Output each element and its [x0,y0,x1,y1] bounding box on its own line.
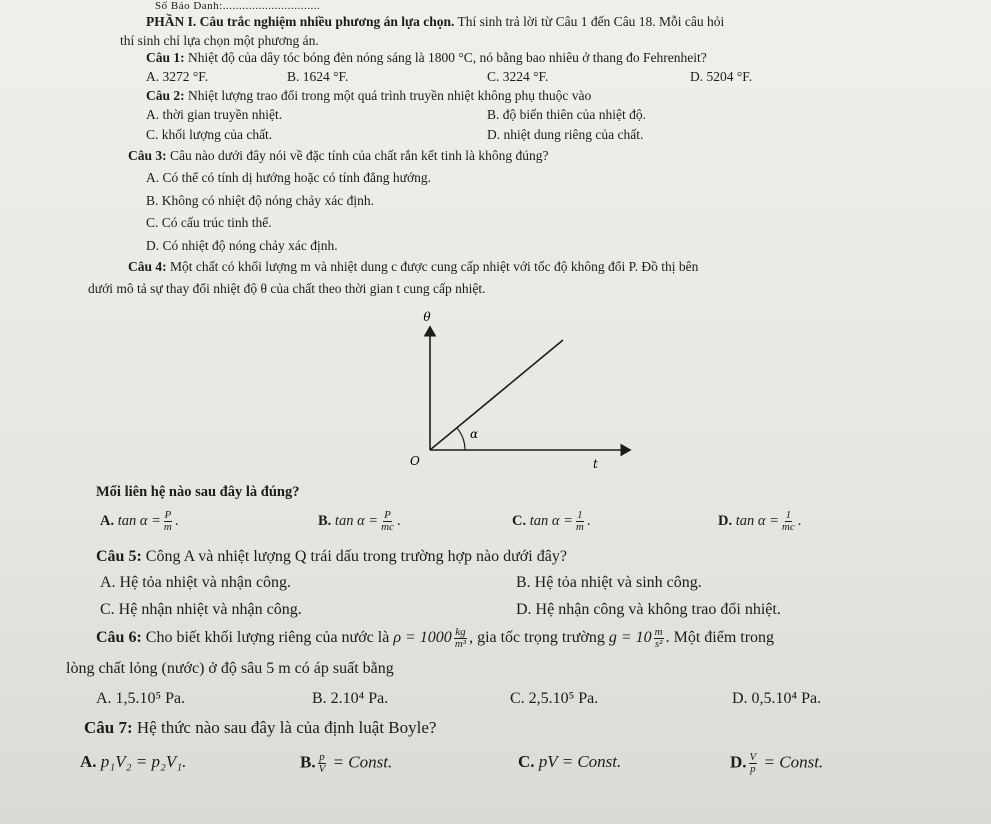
angle-label: α [470,427,479,441]
q4-option-c[interactable]: C. tan α = $\frac{1}{m}$ . [512,509,591,533]
section-title: PHẦN I. Câu trắc nghiệm nhiều phương án lựa chọn. [146,14,455,29]
section-instruction-2: thí sinh chỉ lựa chọn một phương án. [120,33,319,48]
q2-option-c[interactable]: C. khối lượng của chất. [146,127,273,142]
q2-option-b[interactable]: B. độ biến thiên của nhiệt độ. [487,107,646,122]
candidate-number-label: Số Báo Danh:.............................. [155,0,321,12]
question-4-stem-2: dưới mô tả sự thay đổi nhiệt độ θ của chất theo thời gian t cung cấp nhiệt. [88,281,486,296]
q7-option-a[interactable]: A. p₁V₂ = p₂V₁. [80,752,187,771]
q4-option-a[interactable]: A. tan α = $\frac{P}{m}$ . [100,509,179,533]
q5-option-c[interactable]: C. Hệ nhận nhiệt và nhận công. [100,601,302,618]
y-axis-label: θ [423,310,431,324]
q6-option-d[interactable]: D. 0,5.10⁴ Pa. [732,690,822,707]
q6-option-c[interactable]: C. 2,5.10⁵ Pa. [510,690,599,707]
angle-arc [457,428,465,450]
q5-option-b[interactable]: B. Hệ tỏa nhiệt và sinh công. [516,574,702,591]
q1-option-a[interactable]: A. 3272 °F. [146,69,209,84]
question-7-stem: Câu 7: Hệ thức nào sau đây là của định luật Boyle? [84,718,437,737]
q5-option-a[interactable]: A. Hệ tỏa nhiệt và nhận công. [100,574,292,591]
question-4-question: Mối liên hệ nào sau đây là đúng? [96,484,300,500]
x-axis-label: t [593,457,598,471]
question-5-stem: Câu 5: Công A và nhiệt lượng Q trái dấu trong trường hợp nào dưới đây? [96,548,567,565]
q2-option-d[interactable]: D. nhiệt dung riêng của chất. [487,127,644,142]
q3-option-a[interactable]: A. Có thể có tính dị hướng hoặc có tính đẳng hướng. [146,170,431,185]
q3-option-d[interactable]: D. Có nhiệt độ nóng chảy xác định. [146,238,338,253]
q1-option-c[interactable]: C. 3224 °F. [487,69,549,84]
q6-option-b[interactable]: B. 2.10⁴ Pa. [312,690,389,707]
question-1-stem: Câu 1: Nhiệt độ của dây tóc bóng đèn nóng sáng là 1800 °C, nó bằng bao nhiêu ở thang đo Fehrenheit? [146,50,707,65]
temperature-time-graph [395,305,645,480]
question-3-stem: Câu 3: Câu nào dưới đây nói về đặc tính của chất rắn kết tinh là không đúng? [128,148,549,163]
q4-option-d[interactable]: D. tan α = $\frac{1}{mc}$ . [718,509,802,533]
question-6-stem: Câu 6: Cho biết khối lượng riêng của nước là ρ = 1000 $\frac{kg}{\text{m³}}$ , gia tốc trọng trường g = 10 $\frac{m}{\text{s²}}$ . Một điểm trong [96,626,775,650]
q7-option-b[interactable]: B. $\frac{p}{V}$ = Const. [300,751,393,775]
q7-option-d[interactable]: D. $\frac{V}{p}$ = Const. [730,751,824,775]
question-6-stem-2: lòng chất lỏng (nước) ở độ sâu 5 m có áp suất bằng [66,660,394,677]
section-header [146,14,724,30]
q1-option-d[interactable]: D. 5204 °F. [690,69,753,84]
q5-option-d[interactable]: D. Hệ nhận công và không trao đổi nhiệt. [516,601,781,618]
q3-option-b[interactable]: B. Không có nhiệt độ nóng chảy xác định. [146,193,374,208]
q6-option-a[interactable]: A. 1,5.10⁵ Pa. [96,690,186,707]
q1-option-b[interactable]: B. 1624 °F. [287,69,349,84]
origin-label: O [410,454,420,468]
temperature-line [430,340,563,450]
q7-option-c[interactable]: C. pV = Const. [518,752,622,771]
q2-option-a[interactable]: A. thời gian truyền nhiệt. [146,107,283,122]
q4-option-b[interactable]: B. tan α = $\frac{P}{mc}$ . [318,509,401,533]
q3-option-c[interactable]: C. Có cấu trúc tinh thể. [146,215,272,230]
question-2-stem: Câu 2: Nhiệt lượng trao đổi trong một quá trình truyền nhiệt không phụ thuộc vào [146,88,592,103]
section-instruction-1: Thí sinh trả lời từ Câu 1 đến Câu 18. Mỗi câu hỏi [457,14,725,29]
question-4-stem-1: Câu 4: Một chất có khối lượng m và nhiệt dung c được cung cấp nhiệt với tốc độ không đổi P. Đồ thị bên [128,259,699,274]
